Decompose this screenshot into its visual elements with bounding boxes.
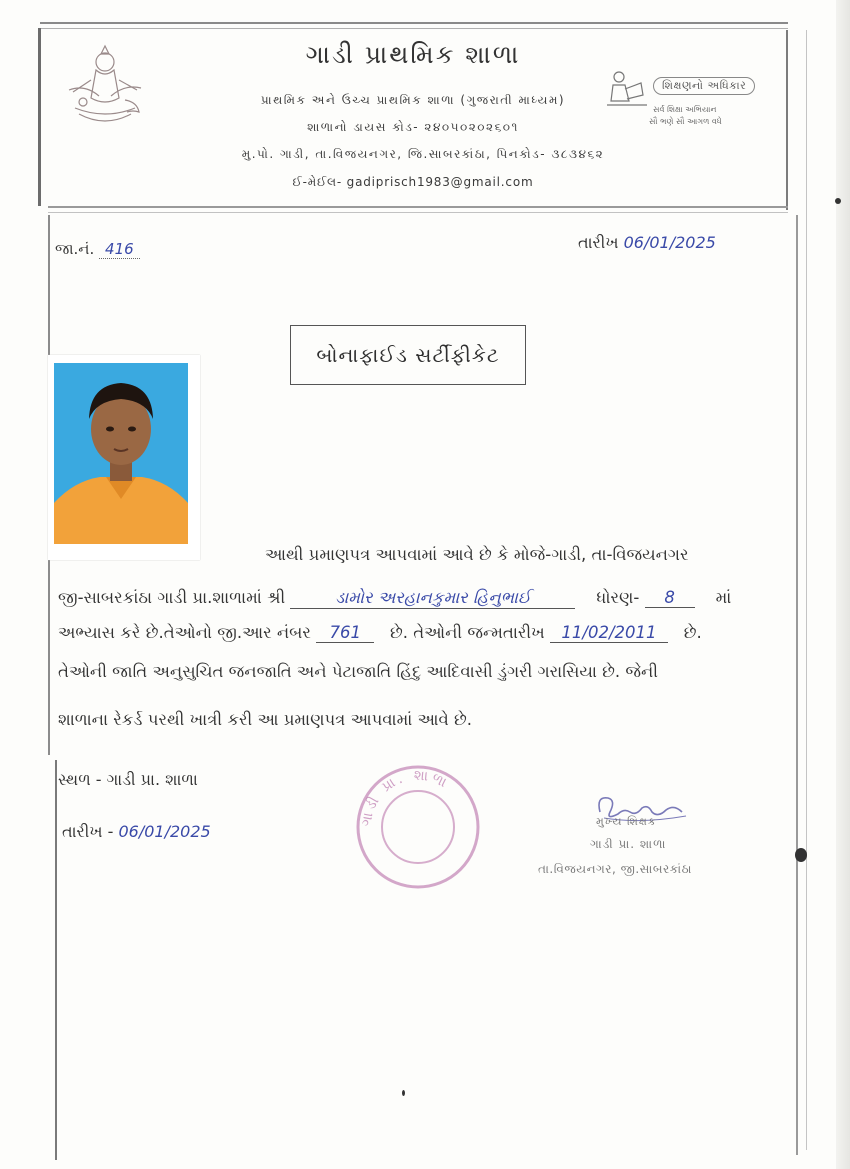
header-divider: [48, 212, 788, 213]
school-email: ઈ-મેઈલ- gadiprisch1983@gmail.com: [292, 175, 534, 189]
dise-code: શાળાનો ડાયસ કોડ- ૨૪૦૫૦૨૦૨૬૦૧: [307, 120, 519, 134]
header-divider: [48, 206, 788, 208]
scan-line: [40, 22, 788, 24]
signatory-address: તા.વિજયનગર, જી.સાબરકાંઠા: [538, 862, 692, 876]
signatory-title: મુખ્ય શિક્ષક: [596, 815, 657, 828]
certificate-title: [290, 325, 526, 385]
rte-logo-tagline: સૌ ભણે સૌ આગળ વધે: [649, 117, 722, 126]
body-line-3: [58, 623, 702, 643]
body-line-3-suffix: છે.: [683, 623, 702, 642]
school-stamp: [353, 762, 483, 892]
gr-number: 761: [316, 623, 374, 643]
standard-label: ધોરણ-: [596, 588, 640, 607]
ink-speck: [835, 198, 841, 204]
children-reading-icon: [605, 65, 651, 111]
school-address: મુ.પો. ગાડી, તા.વિજયનગર, જિ.સાબરકાંઠા, પિનકોડ- ૩૮૩૪૬૨: [241, 147, 605, 161]
stamp-text: ગાડી પ્રા. શાળા: [358, 767, 452, 828]
ink-speck: [402, 1090, 405, 1096]
body-line-2-prefix: જી-સાબરકાંઠા ગાડી પ્રા.શાળામાં શ્રી: [58, 588, 286, 607]
ink-speck: [795, 848, 807, 862]
footer-date: [62, 822, 211, 842]
rte-logo-subtext: સર્વ શિક્ષા અભિયાન: [653, 105, 717, 114]
issue-date-value: 06/01/2025: [623, 233, 716, 252]
frame-border-right: [806, 30, 807, 1150]
place: સ્થળ - ગાડી પ્રા. શાળા: [58, 770, 198, 789]
certificate-title-text: બોનાફાઈડ સર્ટીફીકેટ: [316, 343, 500, 367]
body-line-2-suffix: માં: [715, 588, 732, 607]
standard-value: 8: [645, 588, 695, 608]
body-line-5: શાળાના રેકર્ડ પરથી ખાત્રી કરી આ પ્રમાણપત્ર આપવામાં આવે છે.: [58, 710, 473, 729]
reference-number: [55, 240, 140, 258]
reference-number-value: 416: [99, 240, 140, 259]
student-name: ડામોર અરહાનકુમાર હિનુભાઈ: [290, 588, 575, 609]
body-line-4: તેઓની જાતિ અનુસુચિત જનજાતિ અને પેટાજાતિ હિંદુ આદિવાસી ડુંગરી ગરાસિયા છે. જેની: [58, 662, 658, 681]
school-subtitle: પ્રાથમિક અને ઉચ્ચ પ્રાથમિક શાળા (ગુજરાતી માધ્યમ): [260, 93, 566, 107]
issue-date-label: તારીખ: [578, 233, 619, 252]
birth-date: 11/02/2011: [550, 623, 668, 643]
frame-border-left: [55, 760, 57, 1160]
body-line-1: આથી પ્રમાણપત્ર આપવામાં આવે છે કે મોજે-ગાડી, તા-વિજયનગર: [265, 545, 689, 564]
rte-logo-text: શિક્ષણનો અધિકાર: [653, 77, 755, 95]
student-photo: [54, 363, 188, 544]
issue-date: [578, 233, 716, 253]
scan-line: [40, 28, 788, 29]
rte-logo: [605, 65, 785, 135]
body-line-3-mid: છે. તેઓની જન્મતારીખ: [389, 623, 545, 642]
body-line-3-prefix: અભ્યાસ કરે છે.તેઓનો જી.આર નંબર: [58, 623, 311, 642]
body-line-2: [58, 588, 731, 609]
frame-border-right: [796, 215, 798, 1155]
school-name: ગાડી પ્રાથમિક શાળા: [305, 40, 521, 69]
footer-date-label: તારીખ -: [62, 822, 114, 841]
reference-label: જા.નં.: [55, 240, 95, 258]
scan-edge: [836, 0, 850, 1169]
footer-date-value: 06/01/2025: [118, 822, 211, 841]
signatory-school: ગાડી પ્રા. શાળા: [590, 837, 667, 851]
